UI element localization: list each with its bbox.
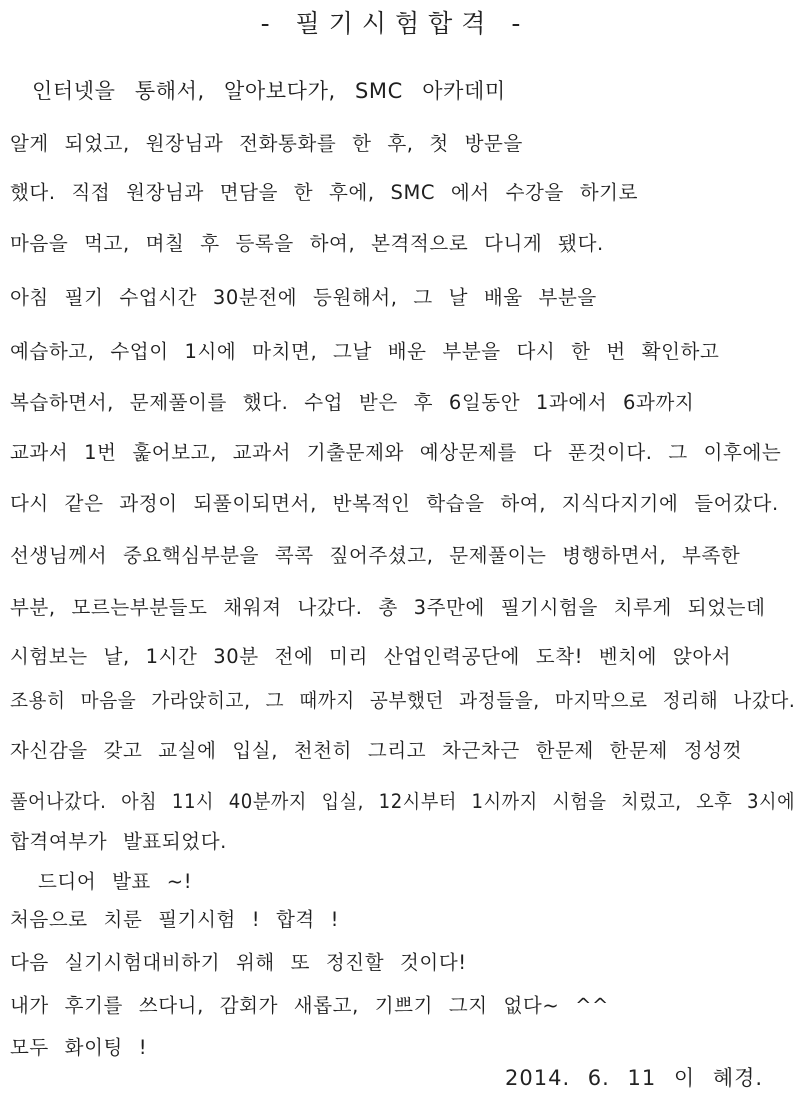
text-line-4: 마음을 먹고, 며칠 후 등록을 하여, 본격적으로 다니게 됐다.: [10, 232, 604, 255]
text-line-13: 조용히 마음을 가라앉히고, 그 때까지 공부했던 과정들을, 마지막으로 정리해 나갔다.: [10, 689, 796, 712]
text-line-21: 모두 화이팅 !: [10, 1036, 148, 1059]
page-title: - 필기시험합격 -: [260, 9, 530, 38]
text-line-1: 인터넷을 통해서, 알아보다가, SMC 아카데미: [32, 79, 506, 103]
text-line-14: 자신감을 갖고 교실에 입실, 천천히 그리고 차근차근 한문제 한문제 정성껏: [10, 739, 743, 762]
text-line-9: 다시 같은 과정이 되풀이되면서, 반복적인 학습을 하여, 지식다지기에 들어갔다.: [10, 492, 779, 515]
text-line-15: 풀어나갔다. 아침 11시 40분까지 입실, 12시부터 1시까지 시험을 치렀고, 오후 3시에: [10, 790, 796, 813]
text-line-16: 합격여부가 발표되었다.: [10, 830, 227, 853]
text-line-10: 선생님께서 중요핵심부분을 콕콕 짚어주셨고, 문제풀이는 병행하면서, 부족한: [10, 544, 741, 567]
text-line-18: 처음으로 치룬 필기시험 ! 합격 !: [10, 908, 340, 931]
text-line-17: 드디어 발표 ~!: [38, 870, 193, 893]
text-line-12: 시험보는 날, 1시간 30분 전에 미리 산업인력공단에 도착! 벤치에 앉아서: [10, 645, 732, 668]
text-line-11: 부분, 모르는부분들도 채워져 나갔다. 총 3주만에 필기시험을 치루게 되었는데: [10, 596, 766, 619]
text-line-5: 아침 필기 수업시간 30분전에 등원해서, 그 날 배울 부분을: [10, 286, 597, 309]
text-line-7: 복습하면서, 문제풀이를 했다. 수업 받은 후 6일동안 1과에서 6과까지: [10, 391, 695, 414]
text-line-2: 알게 되었고, 원장님과 전화통화를 한 후, 첫 방문을: [10, 132, 523, 155]
text-line-6: 예습하고, 수업이 1시에 마치면, 그날 배운 부분을 다시 한 번 확인하고: [10, 340, 720, 363]
date-signature: 2014. 6. 11 이 혜경.: [505, 1066, 764, 1090]
text-line-20: 내가 후기를 쓰다니, 감회가 새롭고, 기쁘기 그지 없다~ ^^: [10, 994, 609, 1017]
text-line-3: 했다. 직접 원장님과 면담을 한 후에, SMC 에서 수강을 하기로: [10, 181, 639, 204]
text-line-8: 교과서 1번 훑어보고, 교과서 기출문제와 예상문제를 다 푼것이다. 그 이후에는: [10, 441, 782, 464]
text-line-19: 다음 실기시험대비하기 위해 또 정진할 것이다!: [10, 951, 467, 974]
